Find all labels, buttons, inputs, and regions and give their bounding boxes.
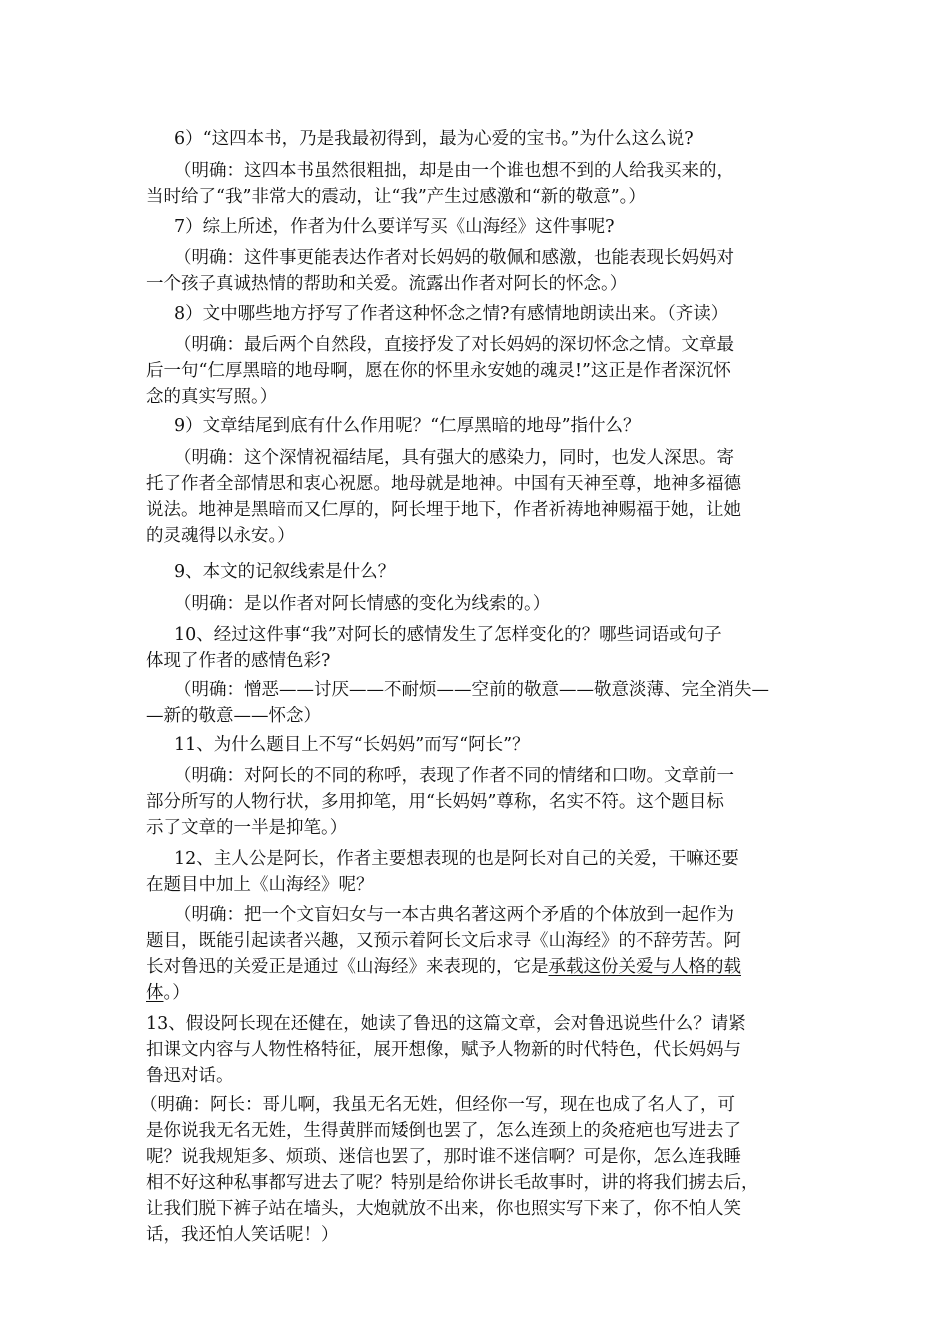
answer-13: （明确：阿长：哥儿啊，我虽无名无姓，但经你一写，现在也成了名人了，可 是你说我无名无姓，生得黄胖而矮倒也罢了，怎么连颈上的灸疮疤也写进去了 呢？说我规矩多、烦琐、迷信也罢了，那时谁不迷信啊？可是你，怎么连我睡 相不好这种私事都写进去了呢？特别是给你讲长毛故事时，讲的将我们掳去后， 让我们脱下裤子站在墙头，大炮就放不出来，你也照实写下来了，你不怕人笑 话，我还怕人笑话呢！）: [140, 1095, 759, 1245]
answer-6: （明确：这四本书虽然很粗拙，却是由一个谁也想不到的人给我买来的， 当时给了“我”非常大的震动，让“我”产生过感激和“新的敬意”。）: [146, 161, 734, 207]
answer-11: （明确：对阿长的不同的称呼，表现了作者不同的情绪和口吻。文章前一 部分所写的人物行状，多用抑笔，用“长妈妈”尊称，名实不符。这个题目标 示了文章的一半是抑笔。）: [146, 766, 734, 838]
question-6: 6）“这四本书，乃是我最初得到，最为心爱的宝书。”为什么这么说?: [174, 129, 694, 149]
question-12: 12、主人公是阿长，作者主要想表现的也是阿长对自己的关爱，干嘛还要 在题目中加上《山海经》呢？: [146, 849, 739, 895]
question-13: 13、假设阿长现在还健在，她读了鲁迅的这篇文章，会对鲁迅说些什么？请紧 扣课文内容与人物性格特征，展开想像，赋予人物新的时代特色，代长妈妈与 鲁迅对话。: [146, 1014, 746, 1086]
answer-9: （明确：这个深情祝福结尾，具有强大的感染力，同时，也发人深思。寄 托了作者全部情思和衷心祝愿。地母就是地神。中国有天神至尊，地神多福德 说法。地神是黑暗而又仁厚的，阿长埋于地下，作者祈祷地神赐福于她，让她 的灵魂得以永安。）: [146, 448, 741, 546]
answer-8: （明确：最后两个自然段，直接抒发了对长妈妈的深切怀念之情。文章最 后一句“仁厚黑暗的地母啊，愿在你的怀里永安她的魂灵!”这正是作者深沉怀 念的真实写照。）: [146, 335, 734, 407]
question-9: 9）文章结尾到底有什么作用呢？“仁厚黑暗的地母”指什么？: [174, 416, 641, 436]
answer-clue: （明确：是以作者对阿长情感的变化为线索的。）: [174, 594, 551, 614]
question-10: 10、经过这件事“我”对阿长的感情发生了怎样变化的？哪些词语或句子 体现了作者的感情色彩?: [146, 625, 722, 671]
underlined-phrase-end: 体: [146, 983, 164, 1003]
answer-12-line-4: 体。）: [146, 983, 190, 1003]
question-8: 8）文中哪些地方抒写了作者这种怀念之情?有感情地朗读出来。（齐读）: [174, 304, 729, 324]
underlined-phrase: 承载这份关爱与人格的载: [548, 957, 741, 977]
question-7: 7）综上所述，作者为什么要详写买《山海经》这件事呢?: [174, 217, 615, 237]
question-11: 11、为什么题目上不写“长妈妈”而写“阿长”？: [174, 735, 530, 755]
answer-7: （明确：这件事更能表达作者对长妈妈的敬佩和感激，也能表现长妈妈对 一个孩子真诚热情的帮助和关爱。流露出作者对阿长的怀念。）: [146, 248, 734, 294]
answer-10: （明确：憎恶——讨厌——不耐烦——空前的敬意——敬意淡薄、完全消失— —新的敬意——怀念）: [146, 680, 769, 726]
question-clue: 9、本文的记叙线索是什么？: [174, 562, 396, 582]
answer-12: （明确：把一个文盲妇女与一本古典名著这两个矛盾的个体放到一起作为 题目，既能引起读者兴趣，又预示着阿长文后求寻《山海经》的不辞劳苦。阿 长对鲁迅的关爱正是通过《山海经》来表现的，它是承载这份关爱与人格的载 体。）: [146, 902, 808, 1006]
answer-12-line-3: 长对鲁迅的关爱正是通过《山海经》来表现的，它是承载这份关爱与人格的载: [146, 957, 741, 977]
